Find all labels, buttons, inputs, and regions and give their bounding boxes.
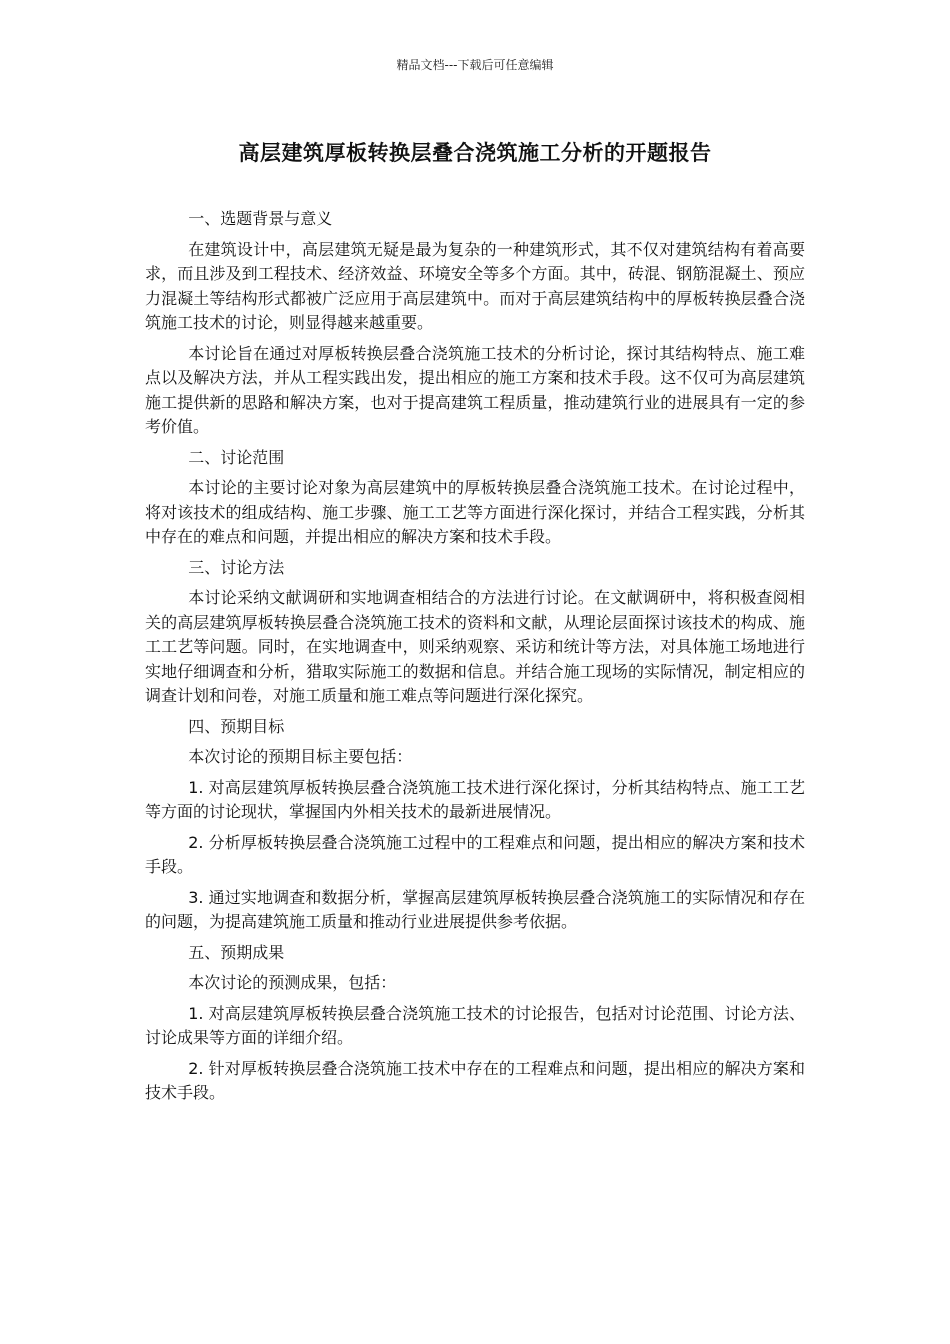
section-heading-results: 五、预期成果 — [188, 942, 285, 962]
section-heading-background: 一、选题背景与意义 — [188, 209, 333, 228]
paragraph-scope: 本讨论的主要讨论对象为高层建筑中的厚板转换层叠合浇筑施工技术。在讨论过程中，将对该技术的组成结构、施工步骤、施工工艺等方面进行深化探讨，并结合工程实践，分析其中存在的难点和问题，并提出相应的解决方案和技术手段。 — [145, 478, 805, 546]
document-title: 高层建筑厚板转换层叠合浇筑施工分析的开题报告 — [238, 141, 712, 165]
list-item-result-1: 1. 对高层建筑厚板转换层叠合浇筑施工技术的讨论报告，包括对讨论范围、讨论方法、讨论成果等方面的详细介绍。 — [145, 1003, 805, 1047]
list-item-goal-3: 3. 通过实地调查和数据分析，掌握高层建筑厚板转换层叠合浇筑施工的实际情况和存在的问题，为提高建筑施工质量和推动行业进展提供参考依据。 — [145, 887, 805, 931]
paragraph-background-2: 本讨论旨在通过对厚板转换层叠合浇筑施工技术的分析讨论，探讨其结构特点、施工难点以及解决方法，并从工程实践出发，提出相应的施工方案和技术手段。这不仅可为高层建筑施工提供新的思路和解决方案，也对于提高建筑工程质量，推动建筑行业的进展具有一定的参考价值。 — [145, 343, 805, 436]
paragraph-results-intro: 本次讨论的预测成果，包括： — [188, 973, 397, 992]
list-item-result-2: 2. 针对厚板转换层叠合浇筑施工技术中存在的工程难点和问题，提出相应的解决方案和技术手段。 — [145, 1058, 805, 1102]
paragraph-method: 本讨论采纳文献调研和实地调查相结合的方法进行讨论。在文献调研中，将积极查阅相关的高层建筑厚板转换层叠合浇筑施工技术的资料和文献，从理论层面探讨该技术的构成、施工工艺等问题。同时，在实地调查中，则采纳观察、采访和统计等方法，对具体施工场地进行实地仔细调查和分析，猎取实际施工的数据和信息。并结合施工现场的实际情况，制定相应的调查计划和问卷，对施工质量和施工难点等问题进行深化探究。 — [145, 588, 805, 705]
list-item-goal-1: 1. 对高层建筑厚板转换层叠合浇筑施工技术进行深化探讨，分析其结构特点、施工工艺等方面的讨论现状，掌握国内外相关技术的最新进展情况。 — [145, 777, 805, 821]
section-heading-method: 三、讨论方法 — [188, 557, 285, 577]
section-heading-scope: 二、讨论范围 — [188, 447, 285, 467]
page-header: 精品文档---下载后可任意编辑 — [396, 58, 554, 72]
document-body — [145, 207, 805, 1112]
list-item-goal-2: 2. 分析厚板转换层叠合浇筑施工过程中的工程难点和问题，提出相应的解决方案和技术手段。 — [145, 832, 805, 876]
section-heading-goals: 四、预期目标 — [188, 716, 285, 736]
paragraph-goals-intro: 本次讨论的预期目标主要包括： — [188, 747, 413, 766]
paragraph-background-1: 在建筑设计中，高层建筑无疑是最为复杂的一种建筑形式，其不仅对建筑结构有着高要求，而且涉及到工程技术、经济效益、环境安全等多个方面。其中，砖混、钢筋混凝土、预应力混凝土等结构形式都被广泛应用于高层建筑中。而对于高层建筑结构中的厚板转换层叠合浇筑施工技术的讨论，则显得越来越重要。 — [145, 239, 805, 332]
